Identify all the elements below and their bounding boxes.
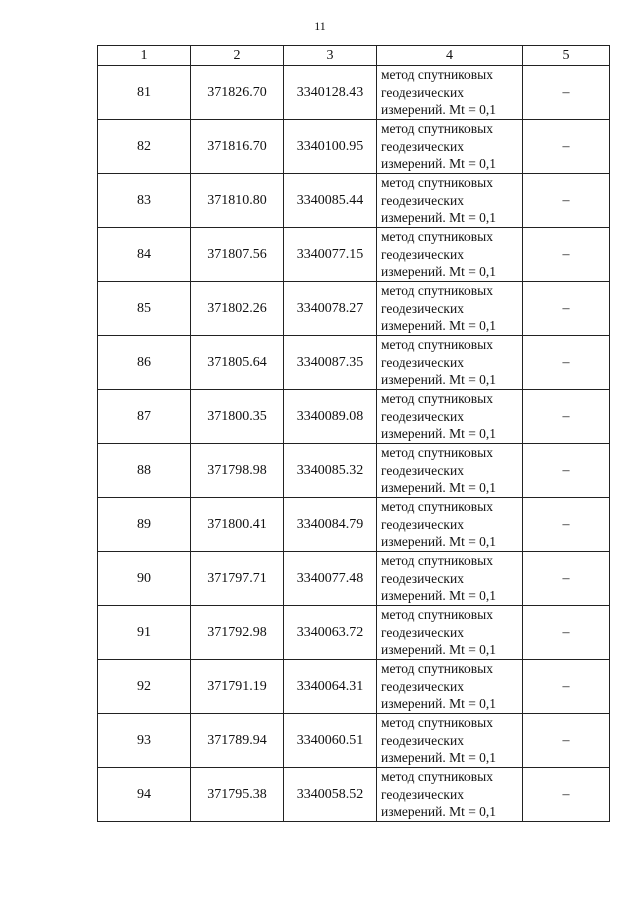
table-row: [98, 444, 610, 498]
method-line: измерений. Mt = 0,1: [381, 588, 497, 604]
note-cell: –: [523, 606, 610, 660]
method-cell: [377, 174, 523, 228]
method-line: метод спутниковых: [381, 121, 493, 137]
method-line: метод спутниковых: [381, 553, 493, 569]
method-cell: [377, 120, 523, 174]
note-cell: –: [523, 282, 610, 336]
method-line: измерений. Mt = 0,1: [381, 480, 497, 496]
x-coordinate-cell: 371810.80: [191, 174, 284, 228]
table-row: [98, 606, 610, 660]
method-line: метод спутниковых: [381, 769, 493, 785]
x-coordinate-cell: 371792.98: [191, 606, 284, 660]
method-line: геодезических: [381, 462, 464, 478]
method-line: метод спутниковых: [381, 391, 493, 407]
method-line: измерений. Mt = 0,1: [381, 426, 497, 442]
method-cell: [377, 282, 523, 336]
method-cell: [377, 660, 523, 714]
method-line: геодезических: [381, 732, 464, 748]
method-line: измерений. Mt = 0,1: [381, 372, 497, 388]
y-coordinate-cell: 3340100.95: [284, 120, 377, 174]
y-coordinate-cell: 3340077.15: [284, 228, 377, 282]
column-header-5: 5: [523, 46, 610, 66]
note-cell: –: [523, 228, 610, 282]
method-cell: [377, 606, 523, 660]
x-coordinate-cell: 371826.70: [191, 66, 284, 120]
table-row: [98, 552, 610, 606]
method-line: метод спутниковых: [381, 175, 493, 191]
note-cell: –: [523, 66, 610, 120]
table-row: [98, 228, 610, 282]
method-line: метод спутниковых: [381, 67, 493, 83]
note-cell: –: [523, 552, 610, 606]
method-cell: [377, 336, 523, 390]
method-line: геодезических: [381, 300, 464, 316]
note-cell: –: [523, 444, 610, 498]
method-line: геодезических: [381, 570, 464, 586]
method-line: метод спутниковых: [381, 607, 493, 623]
method-line: метод спутниковых: [381, 715, 493, 731]
point-number-cell: 85: [98, 282, 191, 336]
table-row: [98, 282, 610, 336]
x-coordinate-cell: 371807.56: [191, 228, 284, 282]
y-coordinate-cell: 3340064.31: [284, 660, 377, 714]
y-coordinate-cell: 3340087.35: [284, 336, 377, 390]
y-coordinate-cell: 3340084.79: [284, 498, 377, 552]
note-cell: –: [523, 120, 610, 174]
point-number-cell: 84: [98, 228, 191, 282]
method-line: измерений. Mt = 0,1: [381, 534, 497, 550]
point-number-cell: 91: [98, 606, 191, 660]
method-line: метод спутниковых: [381, 229, 493, 245]
method-line: геодезических: [381, 624, 464, 640]
note-cell: –: [523, 660, 610, 714]
x-coordinate-cell: 371802.26: [191, 282, 284, 336]
point-number-cell: 88: [98, 444, 191, 498]
point-number-cell: 83: [98, 174, 191, 228]
y-coordinate-cell: 3340085.44: [284, 174, 377, 228]
method-line: измерений. Mt = 0,1: [381, 210, 497, 226]
point-number-cell: 81: [98, 66, 191, 120]
method-line: геодезических: [381, 354, 464, 370]
x-coordinate-cell: 371798.98: [191, 444, 284, 498]
column-header-3: 3: [284, 46, 377, 66]
table-row: [98, 768, 610, 822]
method-line: измерений. Mt = 0,1: [381, 102, 497, 118]
method-line: геодезических: [381, 408, 464, 424]
note-cell: –: [523, 390, 610, 444]
table-body: [98, 66, 610, 822]
note-cell: –: [523, 336, 610, 390]
x-coordinate-cell: 371805.64: [191, 336, 284, 390]
note-cell: –: [523, 498, 610, 552]
table-row: [98, 714, 610, 768]
method-line: геодезических: [381, 678, 464, 694]
y-coordinate-cell: 3340058.52: [284, 768, 377, 822]
point-number-cell: 82: [98, 120, 191, 174]
method-line: геодезических: [381, 516, 464, 532]
y-coordinate-cell: 3340128.43: [284, 66, 377, 120]
method-line: метод спутниковых: [381, 661, 493, 677]
method-line: измерений. Mt = 0,1: [381, 696, 497, 712]
point-number-cell: 93: [98, 714, 191, 768]
x-coordinate-cell: 371791.19: [191, 660, 284, 714]
coordinates-table: [97, 45, 610, 822]
point-number-cell: 86: [98, 336, 191, 390]
y-coordinate-cell: 3340063.72: [284, 606, 377, 660]
method-cell: [377, 552, 523, 606]
method-cell: [377, 444, 523, 498]
y-coordinate-cell: 3340078.27: [284, 282, 377, 336]
method-cell: [377, 498, 523, 552]
method-line: измерений. Mt = 0,1: [381, 750, 497, 766]
method-cell: [377, 714, 523, 768]
note-cell: –: [523, 174, 610, 228]
column-header-4: 4: [377, 46, 523, 66]
table-row: [98, 120, 610, 174]
method-line: геодезических: [381, 192, 464, 208]
method-line: геодезических: [381, 246, 464, 262]
y-coordinate-cell: 3340060.51: [284, 714, 377, 768]
note-cell: –: [523, 714, 610, 768]
method-cell: [377, 768, 523, 822]
method-cell: [377, 228, 523, 282]
method-line: метод спутниковых: [381, 445, 493, 461]
column-header-2: 2: [191, 46, 284, 66]
point-number-cell: 90: [98, 552, 191, 606]
y-coordinate-cell: 3340085.32: [284, 444, 377, 498]
column-header-1: 1: [98, 46, 191, 66]
table-row: [98, 336, 610, 390]
x-coordinate-cell: 371816.70: [191, 120, 284, 174]
x-coordinate-cell: 371800.35: [191, 390, 284, 444]
table-row: [98, 390, 610, 444]
y-coordinate-cell: 3340089.08: [284, 390, 377, 444]
method-line: метод спутниковых: [381, 337, 493, 353]
method-line: геодезических: [381, 138, 464, 154]
table-header-row: [98, 46, 610, 66]
method-line: измерений. Mt = 0,1: [381, 156, 497, 172]
method-line: измерений. Mt = 0,1: [381, 264, 497, 280]
method-cell: [377, 390, 523, 444]
table-row: [98, 66, 610, 120]
page-number: 11: [314, 19, 326, 33]
method-line: метод спутниковых: [381, 499, 493, 515]
x-coordinate-cell: 371789.94: [191, 714, 284, 768]
point-number-cell: 89: [98, 498, 191, 552]
point-number-cell: 87: [98, 390, 191, 444]
table-row: [98, 498, 610, 552]
y-coordinate-cell: 3340077.48: [284, 552, 377, 606]
method-cell: [377, 66, 523, 120]
method-line: геодезических: [381, 786, 464, 802]
method-line: измерений. Mt = 0,1: [381, 642, 497, 658]
table-row: [98, 174, 610, 228]
x-coordinate-cell: 371797.71: [191, 552, 284, 606]
method-line: геодезических: [381, 84, 464, 100]
point-number-cell: 92: [98, 660, 191, 714]
method-line: метод спутниковых: [381, 283, 493, 299]
note-cell: –: [523, 768, 610, 822]
x-coordinate-cell: 371800.41: [191, 498, 284, 552]
point-number-cell: 94: [98, 768, 191, 822]
method-line: измерений. Mt = 0,1: [381, 804, 497, 820]
x-coordinate-cell: 371795.38: [191, 768, 284, 822]
table-row: [98, 660, 610, 714]
method-line: измерений. Mt = 0,1: [381, 318, 497, 334]
